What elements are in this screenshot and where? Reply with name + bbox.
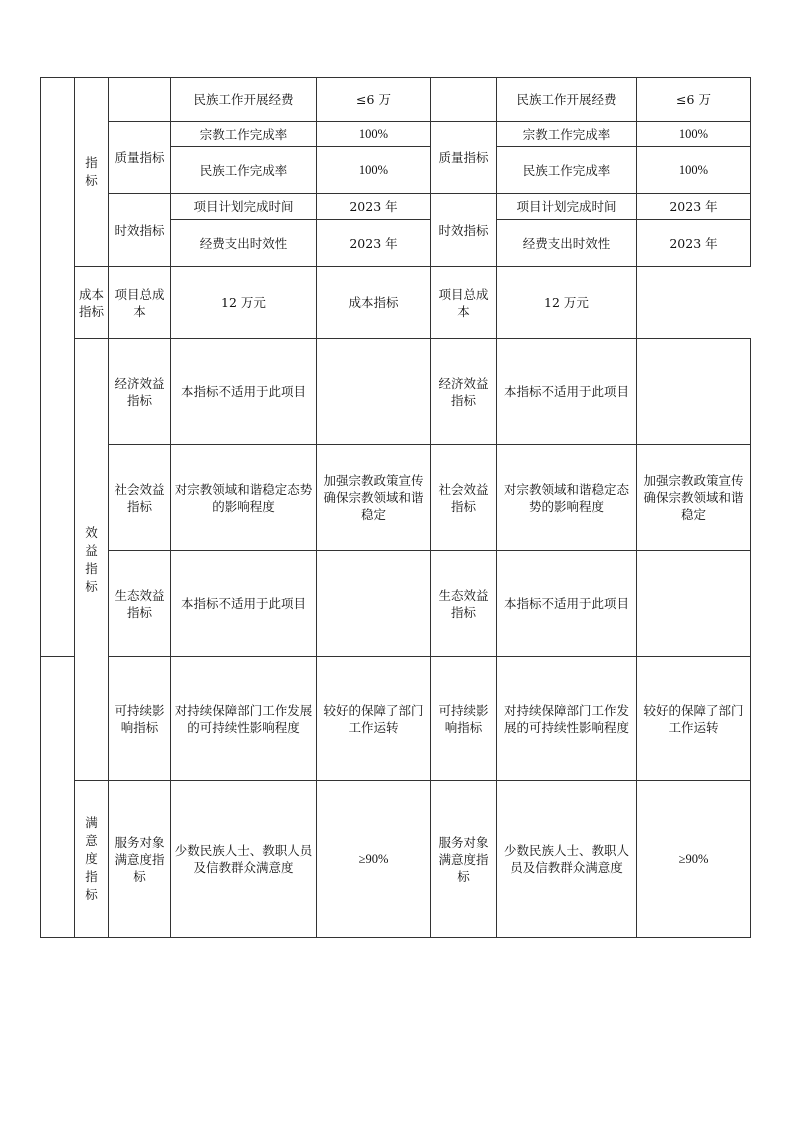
table-row: [41, 194, 751, 220]
indicator-value: 100%: [637, 147, 751, 194]
indicator-name: 民族工作开展经费: [171, 78, 317, 122]
table-row: [41, 551, 751, 657]
indicator-value: ≤6 万: [637, 78, 751, 122]
indicator-value: [317, 551, 431, 657]
indicator-name: 宗教工作完成率: [171, 122, 317, 147]
indicator-name: 本指标不适用于此项目: [171, 339, 317, 445]
category-satisfaction: 满意度指标: [75, 781, 109, 938]
indicator-value: 较好的保障了部门工作运转: [637, 657, 751, 781]
indicator-name: 少数民族人士、教职人员及信教群众满意度: [171, 781, 317, 938]
indicator-value: 2023 年: [317, 220, 431, 267]
subcategory-label: 时效指标: [109, 194, 171, 267]
subcategory-label: 社会效益指标: [431, 445, 497, 551]
indicator-value: 2023 年: [637, 194, 751, 220]
outer-blank-cell-lower: [41, 657, 75, 938]
indicator-name: 对持续保障部门工作发展的可持续性影响程度: [497, 657, 637, 781]
indicator-value: 100%: [317, 122, 431, 147]
indicator-name: 民族工作开展经费: [497, 78, 637, 122]
table-row: [41, 122, 751, 147]
subcategory-label: 成本指标: [75, 267, 109, 339]
indicator-name: 对宗教领域和谐稳定态势的影响程度: [497, 445, 637, 551]
indicator-value: ≥90%: [637, 781, 751, 938]
indicator-value: 2023 年: [637, 220, 751, 267]
indicator-name: 对持续保障部门工作发展的可持续性影响程度: [171, 657, 317, 781]
subcategory-label: 可持续影响指标: [109, 657, 171, 781]
subcategory-label: 经济效益指标: [431, 339, 497, 445]
indicator-value: ≥90%: [317, 781, 431, 938]
subcategory-label: 社会效益指标: [109, 445, 171, 551]
indicator-value: 加强宗教政策宣传确保宗教领域和谐稳定: [317, 445, 431, 551]
indicator-value: 12 万元: [171, 267, 317, 339]
subcategory-label: 成本指标: [317, 267, 431, 339]
indicator-name: 宗教工作完成率: [497, 122, 637, 147]
table-row: [41, 267, 751, 339]
indicator-name: 少数民族人士、教职人员及信教群众满意度: [497, 781, 637, 938]
subcategory-label: 质量指标: [431, 122, 497, 194]
subcategory-label: 服务对象满意度指标: [109, 781, 171, 938]
indicator-name: 项目计划完成时间: [497, 194, 637, 220]
table-row: [41, 445, 751, 551]
table-row: [41, 657, 751, 781]
subcategory-label: 质量指标: [109, 122, 171, 194]
indicator-value: 12 万元: [497, 267, 637, 339]
table-row: [41, 78, 751, 122]
category-output: 指标: [75, 78, 109, 267]
indicator-name: 对宗教领域和谐稳定态势的影响程度: [171, 445, 317, 551]
category-benefit: 效益指标: [75, 339, 109, 781]
indicator-value: [637, 339, 751, 445]
subcategory-label: 可持续影响指标: [431, 657, 497, 781]
performance-indicator-table: [40, 77, 751, 938]
indicator-name: 本指标不适用于此项目: [171, 551, 317, 657]
indicator-value: 100%: [637, 122, 751, 147]
table-row: [41, 339, 751, 445]
indicator-value: [637, 551, 751, 657]
subcategory-label: 经济效益指标: [109, 339, 171, 445]
indicator-value: 2023 年: [317, 194, 431, 220]
indicator-name: 经费支出时效性: [497, 220, 637, 267]
indicator-value: 加强宗教政策宣传确保宗教领域和谐稳定: [637, 445, 751, 551]
subcategory-blank: [109, 78, 171, 122]
indicator-name: 经费支出时效性: [171, 220, 317, 267]
indicator-name: 本指标不适用于此项目: [497, 339, 637, 445]
subcategory-blank: [431, 78, 497, 122]
subcategory-label: 生态效益指标: [431, 551, 497, 657]
indicator-value: 100%: [317, 147, 431, 194]
indicator-name: 民族工作完成率: [497, 147, 637, 194]
indicator-value: ≤6 万: [317, 78, 431, 122]
outer-blank-cell: [41, 78, 75, 657]
subcategory-label: 生态效益指标: [109, 551, 171, 657]
indicator-name: 项目总成本: [431, 267, 497, 339]
indicator-name: 项目总成本: [109, 267, 171, 339]
indicator-value: 较好的保障了部门工作运转: [317, 657, 431, 781]
indicator-value: [317, 339, 431, 445]
indicator-name: 本指标不适用于此项目: [497, 551, 637, 657]
indicator-name: 项目计划完成时间: [171, 194, 317, 220]
table-row: [41, 781, 751, 938]
indicator-name: 民族工作完成率: [171, 147, 317, 194]
subcategory-label: 时效指标: [431, 194, 497, 267]
subcategory-label: 服务对象满意度指标: [431, 781, 497, 938]
